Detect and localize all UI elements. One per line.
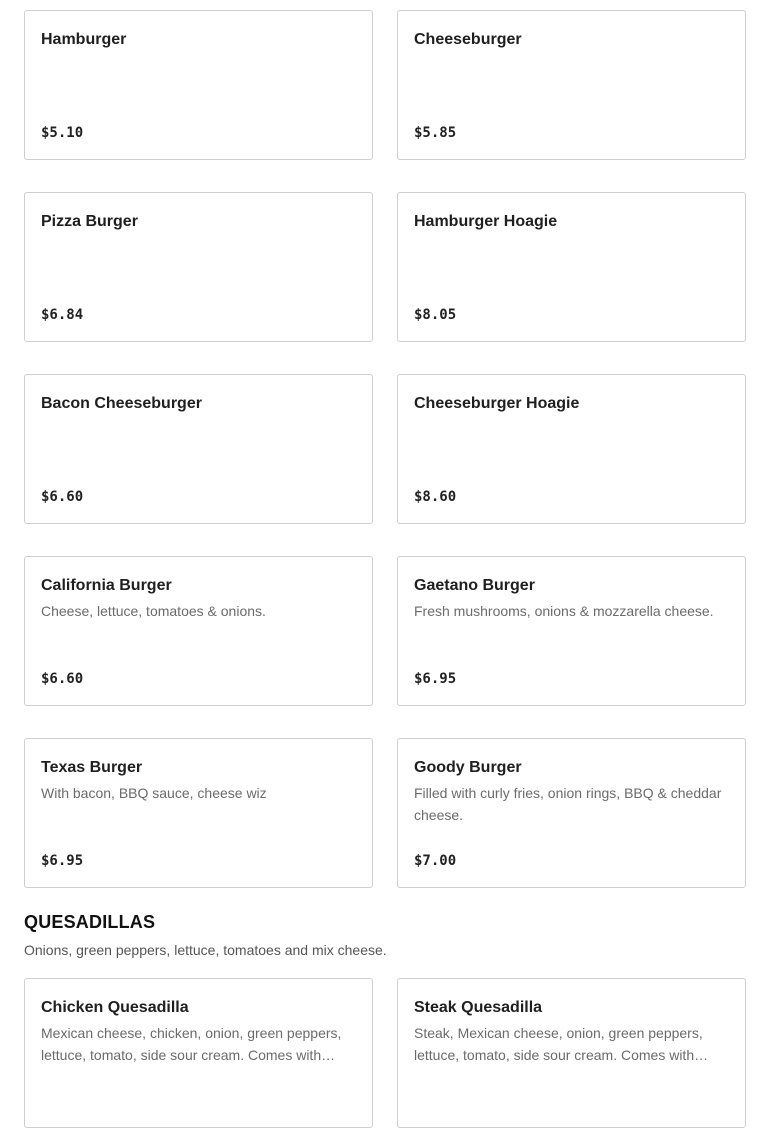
item-description: Steak, Mexican cheese, onion, green peppers, lettuce, tomato, side sour cream. Comes with… xyxy=(414,1025,709,1063)
item-name: Hamburger Hoagie xyxy=(414,213,558,230)
item-name: Gaetano Burger xyxy=(414,577,535,594)
item-description: Fresh mushrooms, onions & mozzarella cheese. xyxy=(414,603,714,619)
menu-item-card[interactable] xyxy=(397,556,746,706)
item-price: $6.95 xyxy=(41,853,84,869)
item-name: Steak Quesadilla xyxy=(414,999,543,1016)
item-price: $6.60 xyxy=(41,671,84,687)
item-description: Filled with curly fries, onion rings, BBQ & cheddar cheese. xyxy=(414,785,722,823)
menu-item-card[interactable] xyxy=(24,374,373,524)
menu-item-card[interactable] xyxy=(397,10,746,160)
item-name: California Burger xyxy=(41,577,172,594)
item-price: $6.95 xyxy=(414,671,457,687)
item-price: $5.10 xyxy=(41,125,84,141)
section-title: QUESADILLAS xyxy=(24,912,156,932)
menu-item-card[interactable] xyxy=(24,192,373,342)
item-price: $8.05 xyxy=(414,307,457,323)
menu-item-card[interactable] xyxy=(24,738,373,888)
menu-item-card[interactable] xyxy=(397,738,746,888)
item-name: Chicken Quesadilla xyxy=(41,999,189,1016)
burger-menu-grid xyxy=(24,10,746,888)
item-price: $7.00 xyxy=(414,853,457,869)
item-name: Texas Burger xyxy=(41,759,143,776)
item-price: $5.85 xyxy=(414,125,457,141)
item-name: Pizza Burger xyxy=(41,213,138,230)
item-name: Cheeseburger xyxy=(414,31,522,48)
item-name: Cheeseburger Hoagie xyxy=(414,395,580,412)
menu-item-card[interactable] xyxy=(397,978,746,1128)
item-name: Goody Burger xyxy=(414,759,522,776)
item-price: $6.84 xyxy=(41,307,84,323)
section-description: Onions, green peppers, lettuce, tomatoes and mix cheese. xyxy=(24,942,387,958)
menu-item-card[interactable] xyxy=(24,978,373,1128)
menu-item-card[interactable] xyxy=(397,374,746,524)
item-price: $6.60 xyxy=(41,489,84,505)
item-description: Cheese, lettuce, tomatoes & onions. xyxy=(41,603,266,619)
item-name: Bacon Cheeseburger xyxy=(41,395,202,412)
menu-item-card[interactable] xyxy=(24,10,373,160)
menu-item-card[interactable] xyxy=(24,556,373,706)
item-name: Hamburger xyxy=(41,31,127,48)
menu-item-card[interactable] xyxy=(397,192,746,342)
item-price: $8.60 xyxy=(414,489,457,505)
quesadilla-menu-grid xyxy=(24,978,746,1128)
item-description: Mexican cheese, chicken, onion, green peppers, lettuce, tomato, side sour cream. Comes with… xyxy=(41,1025,342,1063)
item-description: With bacon, BBQ sauce, cheese wiz xyxy=(41,785,267,801)
